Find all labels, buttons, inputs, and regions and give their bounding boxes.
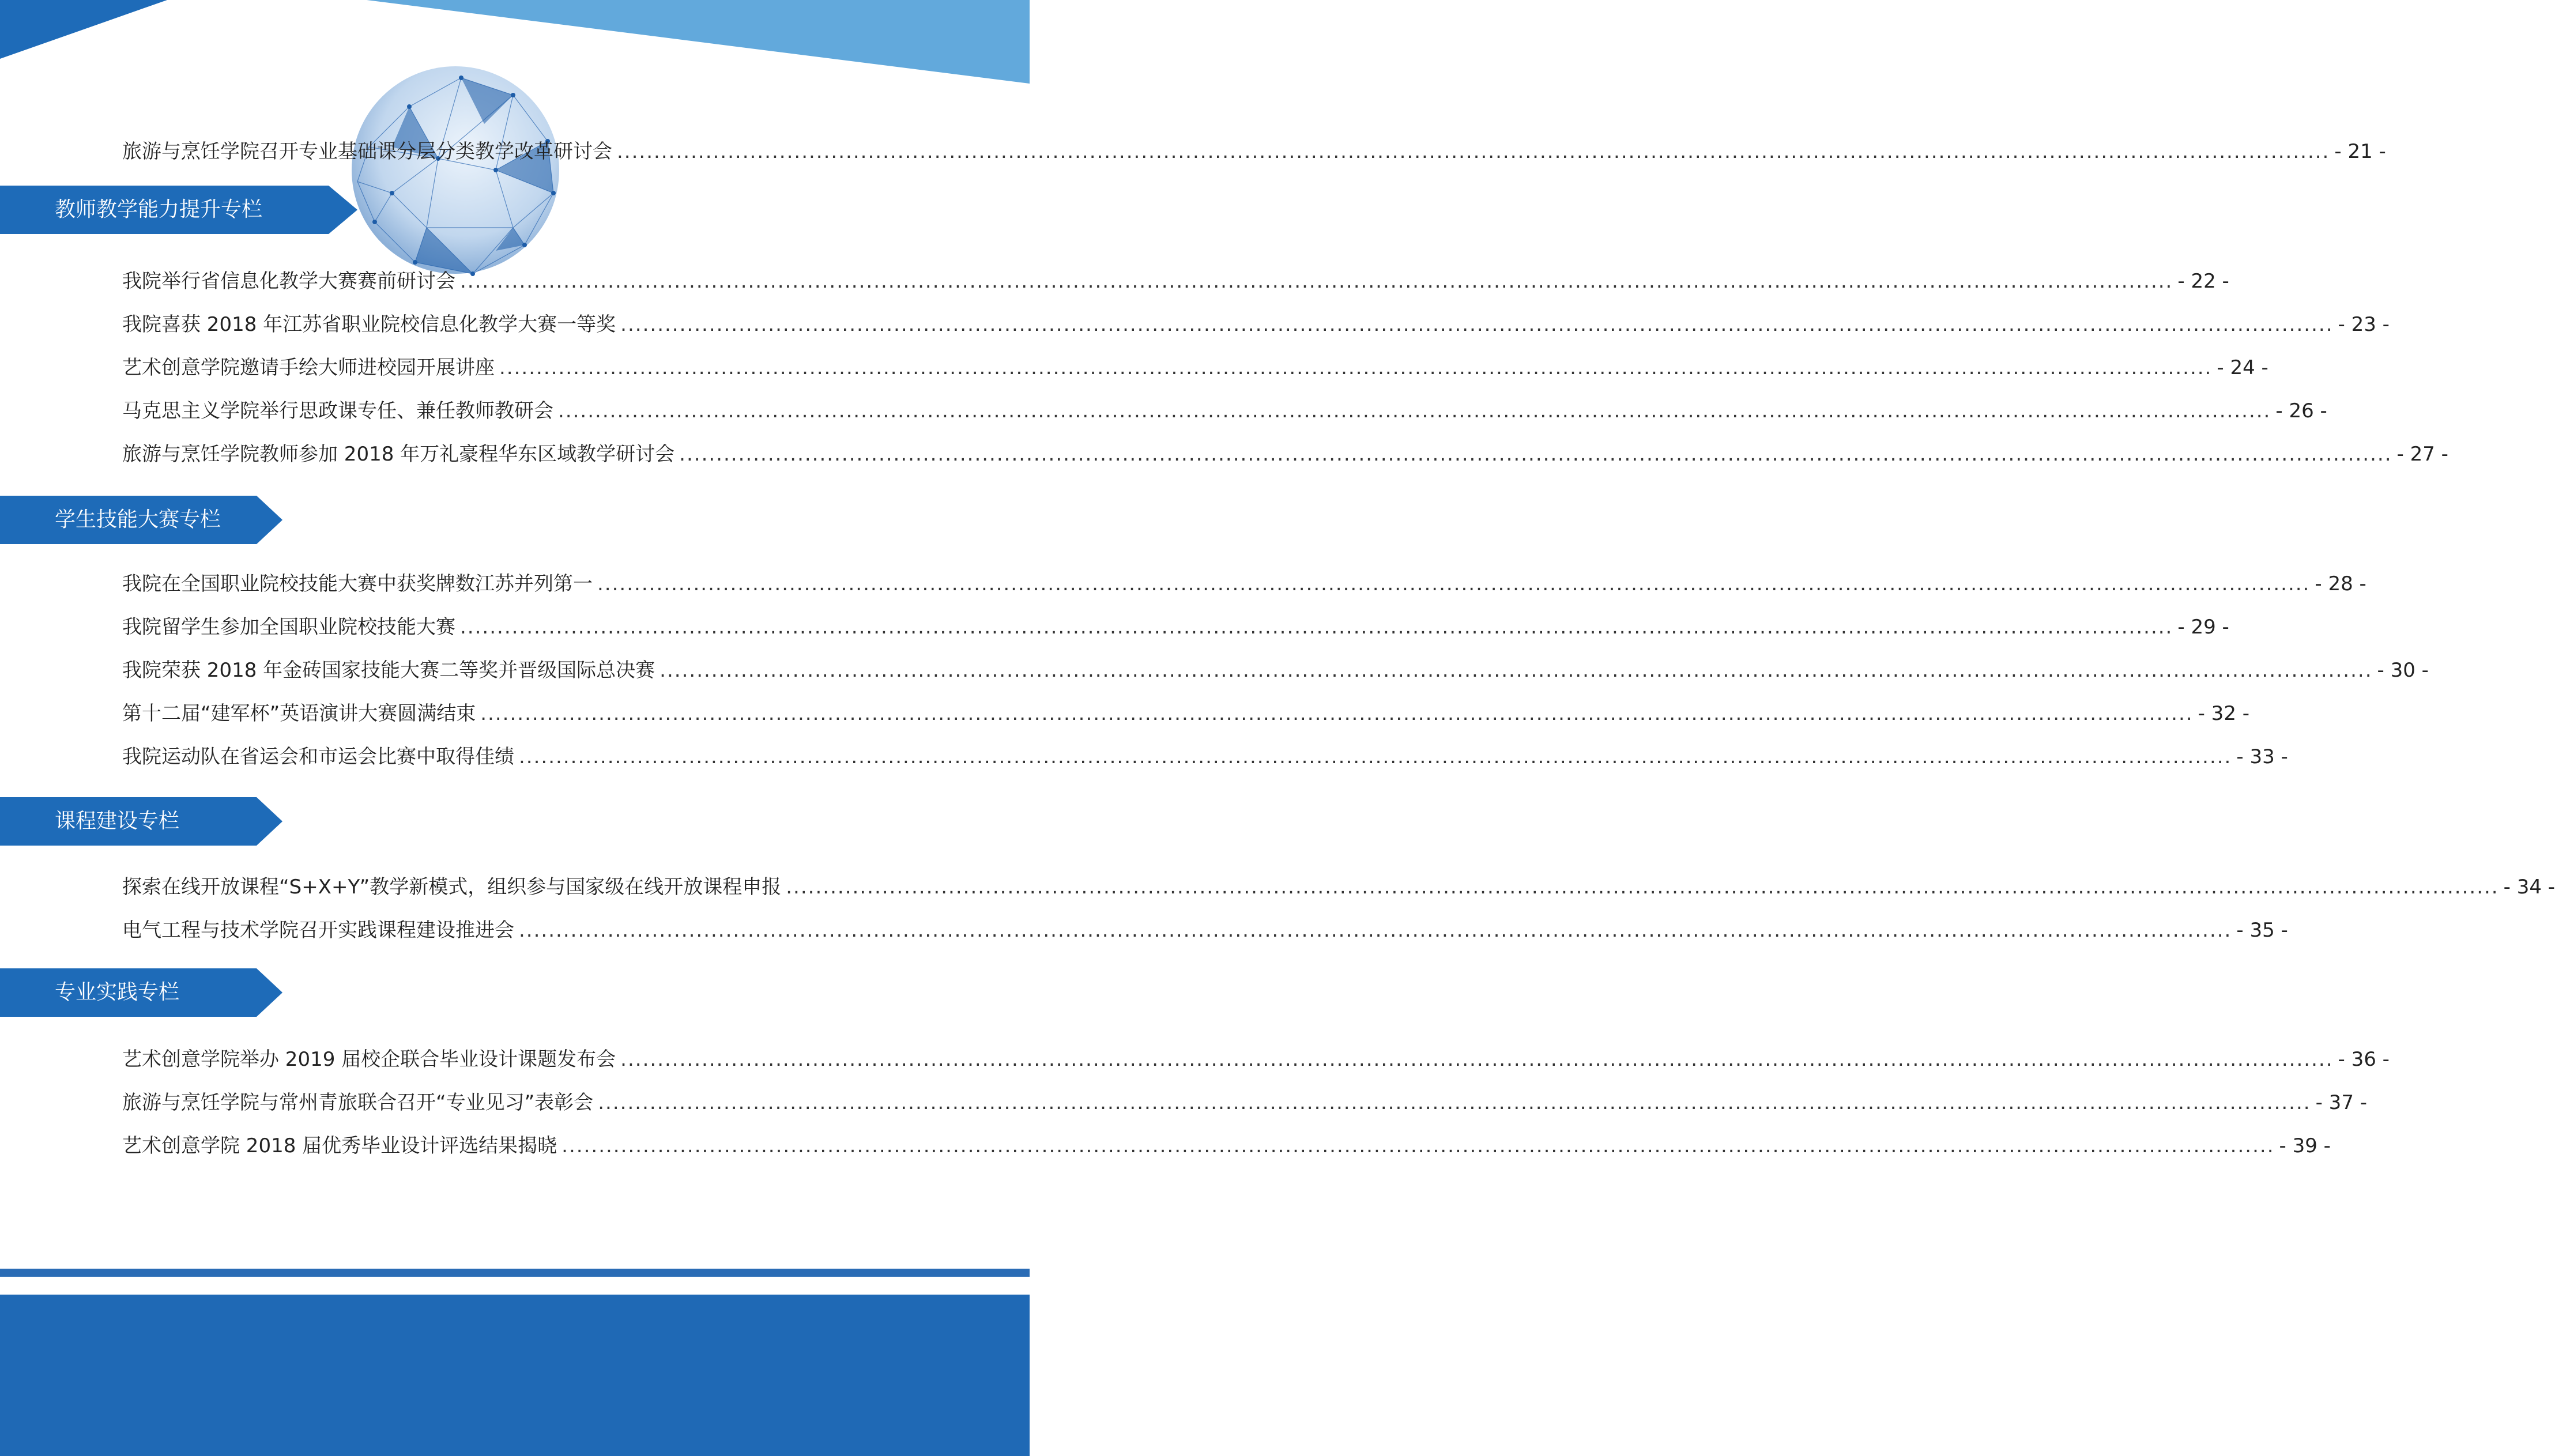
dot-leader: ........................................................................................................................................................................................................................................ — [679, 443, 2392, 466]
toc-entry[interactable] — [122, 699, 2250, 728]
toc-entry-title: 我院举行省信息化教学大赛赛前研讨会 — [122, 270, 455, 293]
dot-leader: ........................................................................................................................................................................................................................................ — [660, 659, 2373, 682]
section-header-student-skills — [0, 496, 282, 544]
toc-entry-page: - 26 - — [2275, 399, 2327, 423]
toc-entry-page: - 30 - — [2377, 659, 2429, 682]
toc-entry-page: - 33 - — [2236, 745, 2288, 768]
dot-leader: ........................................................................................................................................................................................................................................ — [597, 572, 2311, 595]
toc-entry-page: - 35 - — [2236, 919, 2288, 942]
toc-entry[interactable] — [122, 137, 2386, 166]
toc-entry[interactable] — [122, 267, 2229, 296]
toc-entry[interactable] — [122, 440, 2448, 469]
toc-entry-page: - 29 - — [2177, 616, 2229, 639]
toc-entry[interactable] — [122, 1088, 2368, 1117]
dot-leader: ........................................................................................................................................................................................................................................ — [499, 356, 2213, 379]
toc-entry[interactable] — [122, 916, 2288, 945]
footer-color-block — [0, 1295, 1030, 1456]
toc-entry[interactable] — [122, 569, 2366, 598]
toc-entry-page: - 22 - — [2177, 270, 2229, 293]
dot-leader: ........................................................................................................................................................................................................................................ — [598, 1091, 2311, 1114]
dot-leader: ........................................................................................................................................................................................................................................ — [460, 270, 2173, 293]
section-header-professional-practice — [0, 968, 282, 1017]
toc-entry[interactable] — [122, 873, 2555, 901]
toc-entry[interactable] — [122, 310, 2390, 339]
toc-entry[interactable] — [122, 353, 2268, 382]
toc-entry-page: - 37 - — [2315, 1091, 2368, 1114]
globe-network-graphic — [323, 55, 571, 303]
dot-leader: ........................................................................................................................................................................................................................................ — [620, 1048, 2334, 1071]
dot-leader: ........................................................................................................................................................................................................................................ — [519, 919, 2232, 942]
section-header-course-building — [0, 797, 282, 846]
section-header-title: 课程建设专栏 — [55, 809, 180, 833]
toc-entry-page: - 32 - — [2198, 702, 2250, 725]
toc-entry-title: 我院留学生参加全国职业院校技能大赛 — [122, 616, 455, 639]
toc-entry-title: 艺术创意学院邀请手绘大师进校园开展讲座 — [122, 356, 495, 379]
toc-entry-title: 我院运动队在省运会和市运会比赛中取得佳绩 — [122, 745, 514, 768]
toc-entry-page: - 39 - — [2279, 1134, 2331, 1157]
toc-entry[interactable] — [122, 1131, 2331, 1160]
toc-entry[interactable] — [122, 1045, 2390, 1074]
top-left-corner-decoration — [0, 0, 173, 63]
toc-entry-title: 旅游与烹饪学院教师参加 2018 年万礼豪程华东区域教学研讨会 — [122, 443, 675, 466]
toc-entry-title: 探索在线开放课程“S+X+Y”教学新模式，组织参与国家级在线开放课程申报 — [122, 876, 782, 899]
toc-entry[interactable] — [122, 613, 2229, 642]
toc-entry-title: 旅游与烹饪学院召开专业基础课分层分类教学改革研讨会 — [122, 140, 612, 163]
toc-entry-title: 第十二届“建军杯”英语演讲大赛圆满结束 — [122, 702, 476, 725]
toc-entry-title: 电气工程与技术学院召开实践课程建设推进会 — [122, 919, 514, 942]
toc-entry-title: 我院在全国职业院校技能大赛中获奖牌数江苏并列第一 — [122, 572, 593, 595]
toc-entry-page: - 21 - — [2334, 140, 2386, 163]
toc-entry[interactable] — [122, 397, 2327, 425]
toc-entry-title: 艺术创意学院 2018 届优秀毕业设计评选结果揭晓 — [122, 1134, 557, 1157]
section-header-title: 教师教学能力提升专栏 — [55, 198, 263, 221]
toc-entry-page: - 24 - — [2217, 356, 2268, 379]
toc-entry-page: - 23 - — [2338, 313, 2390, 336]
toc-entry-page: - 27 - — [2396, 443, 2448, 466]
dot-leader: ........................................................................................................................................................................................................................................ — [786, 876, 2499, 899]
toc-entry-page: - 34 - — [2503, 876, 2555, 899]
toc-entry-page: - 36 - — [2338, 1048, 2390, 1071]
toc-entry-title: 我院荣获 2018 年金砖国家技能大赛二等奖并晋级国际总决赛 — [122, 659, 655, 682]
section-header-teaching-ability — [0, 186, 357, 234]
toc-entry-title: 马克思主义学院举行思政课专任、兼任教师教研会 — [122, 399, 553, 423]
toc-entry-page: - 28 - — [2315, 572, 2366, 595]
dot-leader: ........................................................................................................................................................................................................................................ — [460, 616, 2173, 639]
toc-entry-title: 旅游与烹饪学院与常州青旅联合召开“专业见习”表彰会 — [122, 1091, 594, 1114]
section-header-title: 专业实践专栏 — [55, 980, 180, 1004]
toc-entry-title: 我院喜获 2018 年江苏省职业院校信息化教学大赛一等奖 — [122, 313, 616, 336]
dot-leader: ........................................................................................................................................................................................................................................ — [562, 1134, 2275, 1157]
dot-leader: ........................................................................................................................................................................................................................................ — [558, 399, 2271, 423]
toc-entry-title: 艺术创意学院举办 2019 届校企联合毕业设计课题发布会 — [122, 1048, 616, 1071]
dot-leader: ........................................................................................................................................................................................................................................ — [617, 140, 2330, 163]
dot-leader: ........................................................................................................................................................................................................................................ — [620, 313, 2334, 336]
dot-leader: ........................................................................................................................................................................................................................................ — [480, 702, 2194, 725]
toc-entry[interactable] — [122, 656, 2429, 685]
section-header-title: 学生技能大赛专栏 — [55, 508, 221, 531]
dot-leader: ........................................................................................................................................................................................................................................ — [519, 745, 2232, 768]
footer-divider-line — [0, 1269, 1030, 1277]
toc-entry[interactable] — [122, 742, 2288, 771]
